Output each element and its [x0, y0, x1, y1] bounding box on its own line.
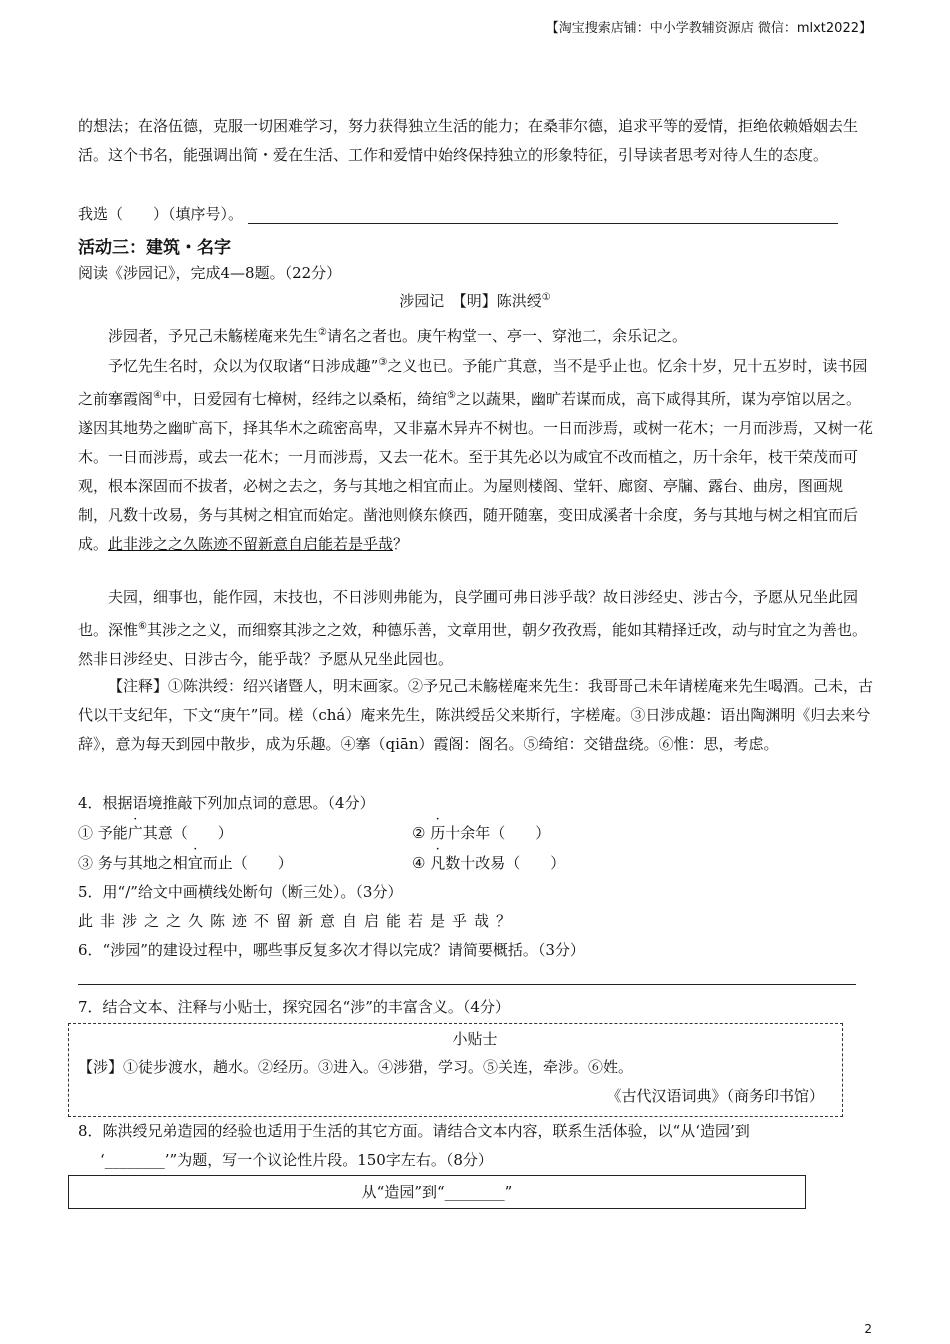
text-run: 夫园，细事也，能作园，末技也，不日涉则弗能为，良学圃可弗日涉乎哉？故日涉经史、涉古今，予愿从兄坐此园也。深惟 — [78, 588, 859, 639]
read-instruction: 阅读《涉园记》，完成4—8题。（22分） — [78, 264, 342, 282]
dotted-word: 宜 — [187, 854, 203, 872]
text-run: 中，日爱园有七樟树，经纬之以桑柘，绮绾 — [161, 390, 447, 408]
text-run: 其涉之之义，而细察其涉之之效，种德乐善，文章用世，朝夕孜孜焉，能如其精择迁改，动与时宜之为善也。然非日涉经史、日涉古今，能乎哉？予愿从兄坐此园也。 — [78, 621, 867, 668]
footnote-mark: ⑥ — [138, 621, 147, 632]
text-run: 其意（ ） — [142, 824, 233, 842]
q8-box-title: 从“造园”到“________” — [361, 1183, 513, 1201]
question-5: 5．用“/”给文中画横线处断句（断三处）。（3分） — [78, 883, 403, 901]
tip-title: 小贴士 — [452, 1030, 498, 1048]
footnote-mark: ④ — [153, 390, 162, 401]
text-run: 十余年，枝干荣茂而可观，根本深固而不拔者，必树之去之，务与其地之相 — [78, 448, 859, 495]
q4-item-4 — [412, 852, 565, 873]
footnote-mark: ⑤ — [447, 390, 456, 401]
text-run: 十余年（ ） — [445, 824, 551, 842]
underlined-sentence: 此非涉之之久陈迹不留新意自启能若是乎哉 — [108, 535, 394, 553]
page-number: 2 — [864, 1322, 872, 1336]
question-6: 6．“涉园”的建设过程中，哪些事反复多次才得以完成？请简要概括。（3分） — [78, 941, 585, 959]
q4-item-3 — [78, 852, 293, 873]
answer-blank[interactable] — [248, 207, 838, 224]
dotted-word: 凡 — [108, 506, 124, 524]
dotted-word: 历 — [430, 824, 446, 842]
intro-paragraph: 的想法；在洛伍德，克服一切困难学习，努力获得独立生活的能力；在桑菲尔德，追求平等的爱情，拒绝依赖婚姻去生活。这个书名，能强调出简・爱在生活、工作和爱情中始终保持独立的形象特征，引导读者思考对待人生的态度。 — [78, 117, 859, 164]
text-run: 之义也已。予能 — [387, 357, 493, 375]
tip-text: 【涉】①徒步渡水，趟水。②经历。③进入。④涉猎，学习。⑤关连，牵涉。⑥姓。 — [78, 1058, 634, 1076]
text-run: 之以蔬果，幽旷若谋而成，高下咸得其所，谋为亭馆以居之。遂因其地势之幽旷高下，择其华木之疏密高卑，又非嘉木异卉不树也。一日而涉焉，或树一花木；一月而涉焉，又树一花木。一日而涉焉，或去一花木；一月而涉焉，又去一花木。至于其先必以为咸宜不改而植之， — [78, 390, 874, 466]
text-run: ② — [412, 824, 431, 842]
question-7: 7．结合文本、注释与小贴士，探究园名“涉”的丰富含义。（4分） — [78, 998, 510, 1016]
q4-item-2 — [412, 822, 550, 843]
text-run: ③ 务与其地之相 — [78, 854, 188, 872]
dotted-word: 凡 — [430, 854, 446, 872]
q6-answer-line[interactable] — [78, 984, 856, 985]
essay-paragraph-2 — [78, 348, 873, 559]
activity3-title: 活动三：建筑・名字 — [78, 238, 231, 258]
text-run: ① 予能 — [78, 824, 128, 842]
dotted-word: 广 — [127, 824, 143, 842]
text-run: 而止。为屋则楼阁、堂轩、廊窗、亭牖、露台、曲房，图画规制， — [78, 477, 844, 524]
text-run: 涉园者，予兄己未觞槎庵来先生 — [108, 327, 319, 345]
choose-line — [78, 203, 838, 224]
footnote-mark: ① — [541, 292, 551, 303]
dotted-word: 宜 — [423, 477, 439, 495]
text-run: ？ — [393, 535, 409, 553]
footnote-mark: ③ — [378, 357, 388, 368]
essay-title-text: 涉园记 【明】陈洪绶 — [399, 292, 542, 310]
dotted-word: 广 — [492, 357, 508, 375]
page-header: 【淘宝搜索店铺：中小学教辅资源店 微信：mlxt2022】 — [545, 21, 872, 36]
text-run: 其意，当不是乎止也。忆余十岁，兄十五岁时，读书园之前搴霞阁 — [78, 357, 868, 408]
question-8-cont: ‘________’”为题，写一个议论性片段。150字左右。（8分） — [100, 1151, 493, 1169]
footnote-mark: ② — [318, 327, 327, 338]
choose-label: 我选（ ）（填序号）。 — [78, 205, 244, 223]
annotations: 【注释】①陈洪绶：绍兴诸暨人，明末画家。②予兄己未觞槎庵来先生：我哥哥己未年请槎庵来先生喝酒。己未，古代以干支纪年，下文“庚午”同。槎（chá）庵来先生，陈洪绶岳父来斯行，字槎庵。③日涉成趣：语出陶渊明《归去来兮辞》，意为每天到园中散步，成为乐趣。④搴（qiān）霞阁：阁名。⑤绮绾：交错盘绕。⑥惟：思，考虑。 — [78, 677, 874, 753]
text-run: 而止（ ） — [202, 854, 293, 872]
q4-item-1 — [78, 822, 233, 843]
text-run: 数十改易（ ） — [445, 854, 566, 872]
essay-paragraph-1 — [78, 318, 873, 351]
q5-sentence: 此非涉之之久陈迹不留新意自启能若是乎哉？ — [78, 912, 519, 930]
text-run: 予忆先生名时，众以为仅取诸“日涉成趣” — [108, 357, 379, 375]
tip-source: 《古代汉语词典》（商务印书馆） — [606, 1087, 824, 1105]
essay-paragraph-3 — [78, 583, 873, 674]
text-run: ④ — [412, 854, 431, 872]
text-run: 数十改易，务与其树之相宜而始定。凿池则倏东倏西，随开随塞，变田成溪者十余度，务与其地与树之相宜而后成。 — [78, 506, 859, 553]
text-run: 请名之者也。庚午构堂一、亭一、穿池二，余乐记之。 — [326, 327, 687, 345]
question-8: 8．陈洪绶兄弟造园的经验也适用于生活的其它方面。请结合文本内容，联系生活体验，以“从‘造园’到 — [78, 1122, 750, 1140]
question-4: 4．根据语境推敲下列加点词的意思。（4分） — [78, 794, 375, 812]
essay-title — [0, 290, 950, 311]
dotted-word: 历 — [693, 448, 709, 466]
